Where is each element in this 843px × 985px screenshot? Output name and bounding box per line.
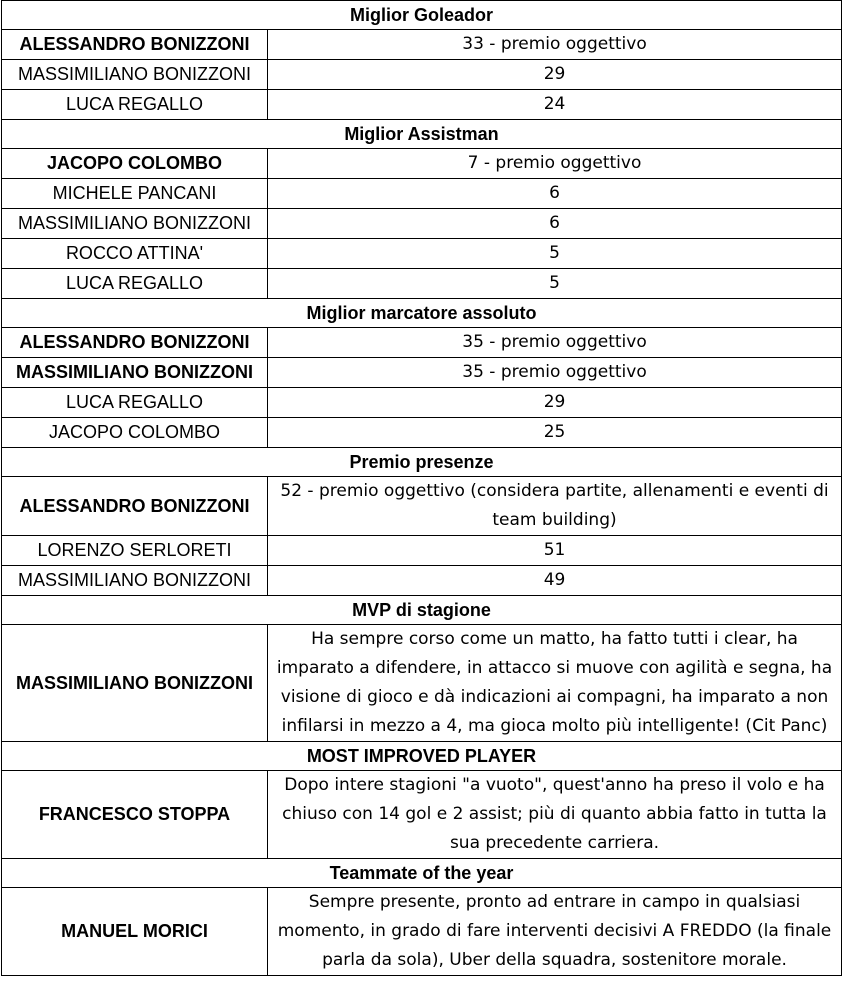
section-title: Teammate of the year bbox=[2, 859, 842, 888]
table-row bbox=[2, 239, 842, 269]
player-name: MASSIMILIANO BONIZZONI bbox=[2, 566, 268, 596]
table-row bbox=[2, 149, 842, 179]
table-row bbox=[2, 536, 842, 566]
table-row bbox=[2, 418, 842, 448]
player-name: MICHELE PANCANI bbox=[2, 179, 268, 209]
table-row bbox=[2, 269, 842, 299]
player-name: LUCA REGALLO bbox=[2, 90, 268, 120]
table-row bbox=[2, 477, 842, 536]
player-name: ROCCO ATTINA' bbox=[2, 239, 268, 269]
award-value: 49 bbox=[268, 566, 842, 596]
section-title: Miglior marcatore assoluto bbox=[2, 299, 842, 328]
awards-table bbox=[1, 0, 842, 976]
award-value: 6 bbox=[268, 179, 842, 209]
award-value: 35 - premio oggettivo bbox=[268, 328, 842, 358]
player-name: MANUEL MORICI bbox=[2, 888, 268, 976]
table-row bbox=[2, 771, 842, 859]
section-header-row bbox=[2, 120, 842, 149]
award-value: 51 bbox=[268, 536, 842, 566]
award-value: Dopo intere stagioni "a vuoto", quest'anno ha preso il volo e ha chiuso con 14 gol e 2 assist; più di quanto abbia fatto in tutta la sua precedente carriera. bbox=[268, 771, 842, 859]
table-row bbox=[2, 388, 842, 418]
award-value: Sempre presente, pronto ad entrare in campo in qualsiasi momento, in grado di fare interventi decisivi A FREDDO (la finale parla da sola), Uber della squadra, sostenitore morale. bbox=[268, 888, 842, 976]
awards-table-body bbox=[2, 1, 842, 976]
table-row bbox=[2, 566, 842, 596]
player-name: ALESSANDRO BONIZZONI bbox=[2, 477, 268, 536]
award-value: 7 - premio oggettivo bbox=[268, 149, 842, 179]
player-name: MASSIMILIANO BONIZZONI bbox=[2, 358, 268, 388]
section-header-row bbox=[2, 859, 842, 888]
section-title: Premio presenze bbox=[2, 448, 842, 477]
table-row bbox=[2, 328, 842, 358]
player-name: LORENZO SERLORETI bbox=[2, 536, 268, 566]
award-value: 5 bbox=[268, 239, 842, 269]
table-row bbox=[2, 30, 842, 60]
table-row bbox=[2, 209, 842, 239]
section-header-row bbox=[2, 596, 842, 625]
award-value: Ha sempre corso come un matto, ha fatto tutti i clear, ha imparato a difendere, in attacco si muove con agilità e segna, ha visione di gioco e dà indicazioni ai compagni, ha imparato a non infilarsi in mezzo a 4, ma gioca molto più intelligente! (Cit Panc) bbox=[268, 625, 842, 742]
award-value: 25 bbox=[268, 418, 842, 448]
award-value: 5 bbox=[268, 269, 842, 299]
award-value: 35 - premio oggettivo bbox=[268, 358, 842, 388]
player-name: MASSIMILIANO BONIZZONI bbox=[2, 60, 268, 90]
player-name: LUCA REGALLO bbox=[2, 388, 268, 418]
award-value: 6 bbox=[268, 209, 842, 239]
section-title: MVP di stagione bbox=[2, 596, 842, 625]
player-name: MASSIMILIANO BONIZZONI bbox=[2, 209, 268, 239]
section-title: MOST IMPROVED PLAYER bbox=[2, 742, 842, 771]
player-name: MASSIMILIANO BONIZZONI bbox=[2, 625, 268, 742]
section-header-row bbox=[2, 448, 842, 477]
section-title: Miglior Goleador bbox=[2, 1, 842, 30]
table-row bbox=[2, 179, 842, 209]
section-header-row bbox=[2, 1, 842, 30]
player-name: JACOPO COLOMBO bbox=[2, 149, 268, 179]
player-name: JACOPO COLOMBO bbox=[2, 418, 268, 448]
player-name: FRANCESCO STOPPA bbox=[2, 771, 268, 859]
table-row bbox=[2, 625, 842, 742]
award-value: 29 bbox=[268, 60, 842, 90]
award-value: 52 - premio oggettivo (considera partite, allenamenti e eventi di team building) bbox=[268, 477, 842, 536]
section-title: Miglior Assistman bbox=[2, 120, 842, 149]
section-header-row bbox=[2, 742, 842, 771]
award-value: 33 - premio oggettivo bbox=[268, 30, 842, 60]
table-row bbox=[2, 90, 842, 120]
table-row bbox=[2, 358, 842, 388]
player-name: ALESSANDRO BONIZZONI bbox=[2, 328, 268, 358]
award-value: 29 bbox=[268, 388, 842, 418]
player-name: LUCA REGALLO bbox=[2, 269, 268, 299]
section-header-row bbox=[2, 299, 842, 328]
player-name: ALESSANDRO BONIZZONI bbox=[2, 30, 268, 60]
table-row bbox=[2, 888, 842, 976]
award-value: 24 bbox=[268, 90, 842, 120]
table-row bbox=[2, 60, 842, 90]
